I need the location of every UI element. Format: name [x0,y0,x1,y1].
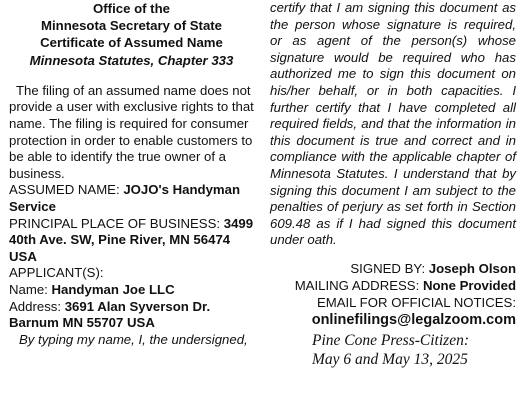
principal-place-field [9,216,254,266]
right-column [270,0,516,369]
mailing-address-label: MAILING ADDRESS: [294,277,423,293]
applicant-name-label: Name: [9,281,52,297]
intro-paragraph: The filing of an assumed name does not provide a user with exclusive rights to that name. The filing is required for consumer protection in order to enable customers to be able to identify the true owner of a business. [9,82,254,181]
header-certificate: Certificate of Assumed Name [40,35,223,51]
applicant-address-value: 3691 Alan Syverson Dr. Barnum MN 55707 USA [9,298,211,331]
publication-dates: May 6 and May 13, 2025 [312,351,468,369]
applicant-name-field [9,282,254,299]
assumed-name-label: ASSUMED NAME: [9,182,124,198]
certification-start: By typing my name, I, the undersigned, [19,331,248,347]
left-column [9,0,254,348]
header-statutes: Minnesota Statutes, Chapter 333 [29,52,234,68]
mailing-address-field [270,278,516,295]
header-office: Office of the [93,1,170,16]
applicant-name-value: Handyman Joe LLC [51,281,175,297]
email-label: EMAIL FOR OFFICIAL NOTICES: [316,294,516,310]
assumed-name-field [9,182,254,215]
header-secretary: Minnesota Secretary of State [40,18,223,34]
signed-by-field [270,261,516,278]
mailing-address-value: None Provided [422,277,516,293]
signed-by-value: Joseph Olson [428,260,516,276]
notice-header [9,0,254,69]
applicant-heading: APPLICANT(S): [9,265,104,281]
email-value: onlinefilings@legalzoom.com [311,312,516,329]
principal-place-value: 3499 40th Ave. SW, Pine River, MN 56474 USA [9,215,254,264]
publication-paper: Pine Cone Press-Citizen: [312,332,469,350]
applicant-address-label: Address: [9,298,65,314]
certification-text: certify that I am signing this document as the person whose signature is required, or as agent of the person(s) whose signature would be required who has authorized me to sign this document on his/her behalf, or in both capacities. I further certify that I have completed all required fields, and that the information in this document is true and correct and in compliance with the applicable chapter of Minnesota Statutes. I understand that by signing this document I am subject to the penalties of perjury as set forth in Section 609.48 as if I had signed this document under oath. [270,0,516,248]
applicant-address-field [9,299,254,332]
assumed-name-value: JOJO's Handyman Service [9,182,241,214]
publication-info [270,331,516,369]
principal-place-label: PRINCIPAL PLACE OF BUSINESS: [9,215,224,231]
signed-by-label: SIGNED BY: [350,260,429,276]
signature-block [270,261,516,311]
